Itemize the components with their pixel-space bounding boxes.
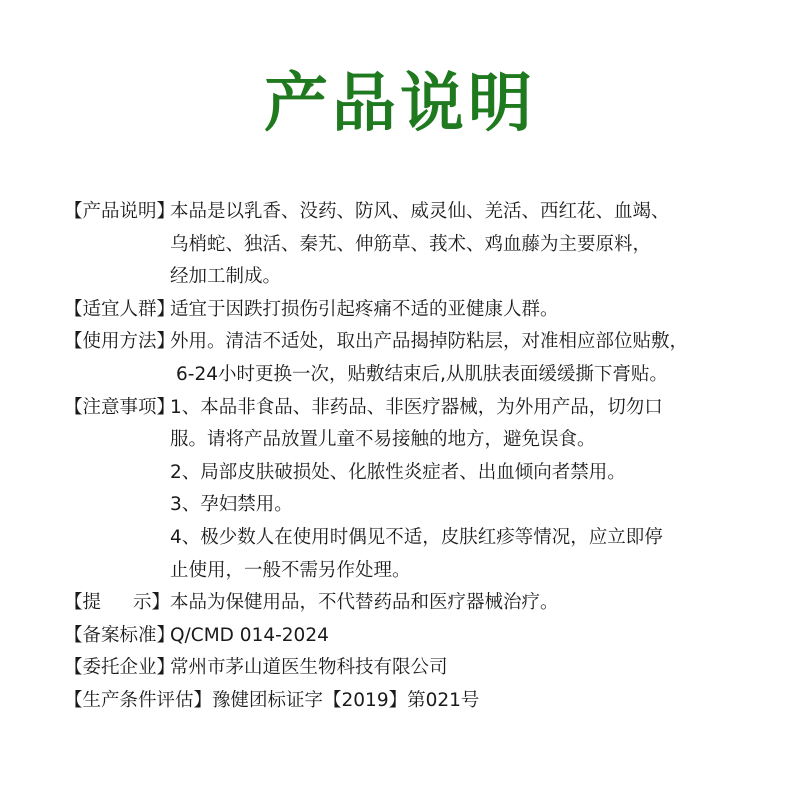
section-filing-standard <box>64 620 764 653</box>
text-line: 本品为保健用品，不代替药品和医疗器械治疗。 <box>170 592 559 614</box>
section-body <box>170 196 764 294</box>
section-body <box>170 587 764 620</box>
section-label: 【委托企业】 <box>64 657 176 679</box>
label-open: 【提 <box>64 592 102 614</box>
section-label: 【产品说明】 <box>64 201 176 222</box>
section-usage <box>64 326 764 391</box>
text-line: 服。请将产品放置儿童不易接触的地方，避免误食。 <box>170 429 596 451</box>
section-body <box>170 620 764 653</box>
section-audience <box>64 294 764 327</box>
section-entrusted-company <box>64 652 764 685</box>
section-label: 【适宜人群】 <box>64 298 176 320</box>
text-line: 2、局部皮肤破损处、化脓性炎症者、出血倾向者禁用。 <box>170 461 626 483</box>
text-line: Q/CMD 014-2024 <box>170 624 329 646</box>
page-title: 产品说明 <box>264 66 536 141</box>
section-description <box>64 196 764 294</box>
text-line: 乌梢蛇、独活、秦艽、伸筋草、莪术、鸡血藤为主要原料， <box>170 233 652 255</box>
text-line: 外用。清洁不适处，取出产品揭掉防粘层，对准相应部位贴敷， <box>170 331 689 353</box>
section-production-eval <box>64 685 764 718</box>
section-label: 【备案标准】 <box>64 624 176 646</box>
section-label: 【注意事项】 <box>64 396 176 418</box>
text-line: 止使用，一般不需另作处理。 <box>170 559 411 581</box>
section-body <box>170 294 764 327</box>
section-body <box>170 652 764 685</box>
section-body <box>170 326 764 391</box>
text-line: 6-24小时更换一次，贴敷结束后,从肌肤表面缓缓撕下膏贴。 <box>176 363 668 385</box>
section-body <box>212 685 764 718</box>
text-line: 经加工制成。 <box>170 266 282 288</box>
text-line: 适宜于因跌打损伤引起疼痛不适的亚健康人群。 <box>170 298 559 320</box>
text-line: 1、本品非食品、非药品、非医疗器械，为外用产品，切勿口 <box>170 396 663 418</box>
section-label <box>64 587 170 620</box>
text-line: 4、极少数人在使用时偶见不适，皮肤红疹等情况，应立即停 <box>170 526 663 548</box>
section-notice <box>64 587 764 620</box>
section-cautions <box>64 392 764 588</box>
section-label: 【生产条件评估】 <box>64 689 213 711</box>
text-line: 3、孕妇禁用。 <box>170 494 293 516</box>
product-spec <box>64 196 764 718</box>
text-line: 本品是以乳香、没药、防风、威灵仙、羌活、西红花、血竭、 <box>170 201 670 222</box>
text-line: 豫健团标证字【2019】第021号 <box>212 689 480 711</box>
section-label: 【使用方法】 <box>64 331 176 353</box>
text-line: 常州市茅山道医生物科技有限公司 <box>170 657 448 679</box>
section-body <box>170 392 764 588</box>
label-close: 示】 <box>132 592 170 614</box>
